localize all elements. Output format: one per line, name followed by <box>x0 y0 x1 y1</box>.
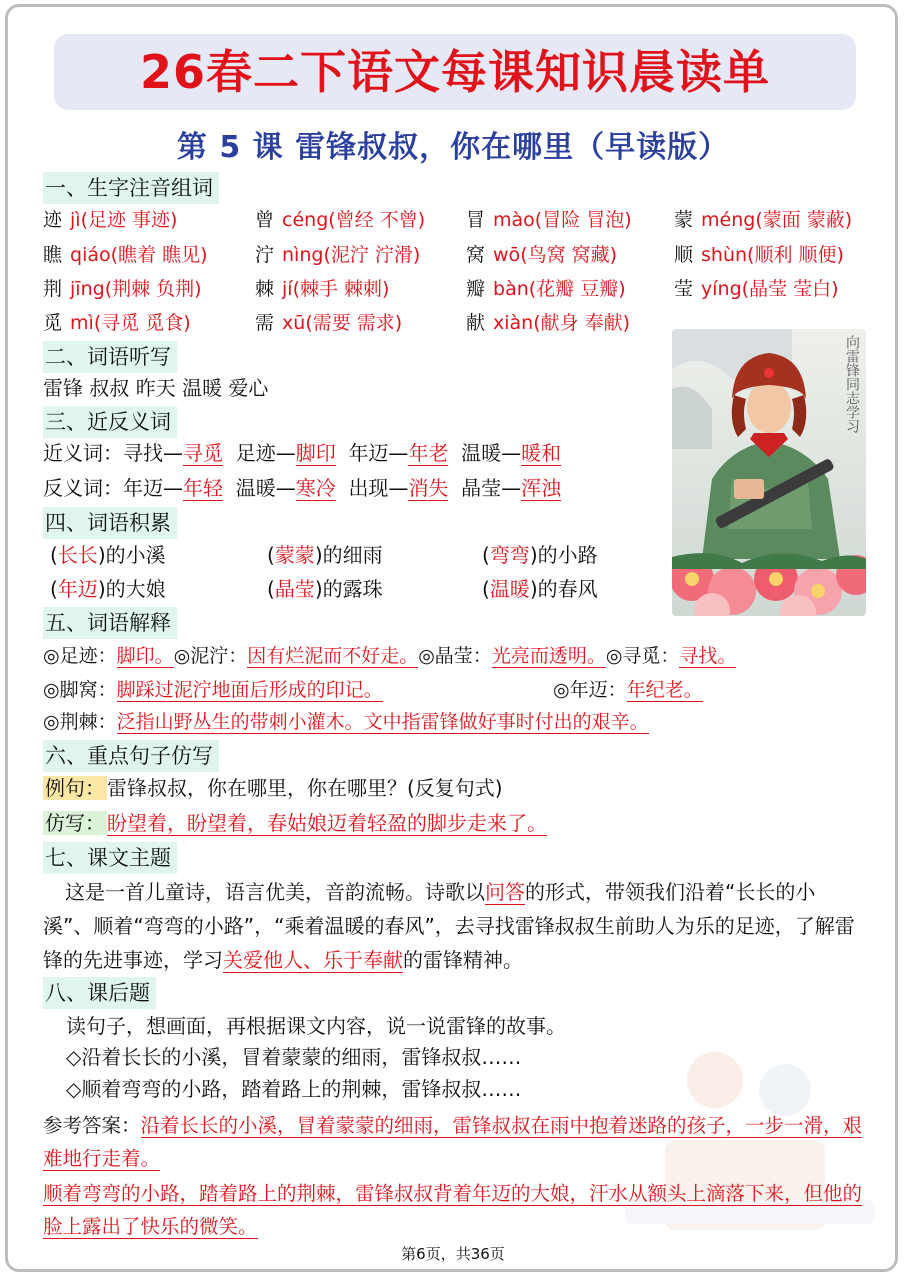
definition-term: ◎泥泞： <box>173 645 248 667</box>
definition-term: ◎荆棘： <box>43 711 117 733</box>
antonym-answer: 消失 <box>408 476 449 500</box>
char-glyph: 荆 <box>43 278 63 300</box>
antonym-row <box>43 473 561 503</box>
definitions-row-2b <box>553 675 703 705</box>
antonym-word: 晶莹— <box>461 476 522 500</box>
dictation-words: 雷锋 叔叔 昨天 温暖 爱心 <box>43 376 269 400</box>
blank-phrase: 的小路 <box>537 543 598 567</box>
char-glyph: 蒙 <box>674 209 694 231</box>
section-heading-8: 八、课后题 <box>43 977 156 1009</box>
char-glyph: 泞 <box>255 244 275 266</box>
after-bullet-2: ◇顺着弯弯的小路，踏着路上的荆棘，雷锋叔叔…… <box>66 1077 522 1101</box>
char-glyph: 窝 <box>466 244 486 266</box>
char-pinyin: jīng <box>70 278 105 300</box>
definition-text: 因有烂泥而不好走。 <box>247 645 419 667</box>
synonym-word: 温暖— <box>461 441 522 465</box>
char-pinyin: qiáo <box>70 244 111 266</box>
answer-paragraph-2 <box>43 1177 865 1243</box>
imitation-text: 盼望着，盼望着，春姑娘迈着轻盈的脚步走来了。 <box>107 811 547 835</box>
definition-text: 光亮而透明。 <box>491 645 606 667</box>
char-pinyin: wō <box>493 244 521 266</box>
antonym-answer: 年轻 <box>183 476 223 500</box>
imitation-sentence <box>43 808 547 838</box>
antonym-label: 反义词： <box>43 476 123 500</box>
char-words: (冒险 冒泡) <box>534 209 632 231</box>
definitions-row-1 <box>43 641 736 671</box>
antonym-word: 年迈— <box>123 476 183 500</box>
section-heading-2: 二、词语听写 <box>43 341 177 373</box>
phrase-blank: (蒙蒙)的细雨 <box>267 543 383 567</box>
section-heading-3: 三、近反义词 <box>43 406 177 438</box>
char-pinyin: méng <box>701 209 756 231</box>
char-glyph: 曾 <box>255 209 275 231</box>
char-entry <box>43 205 177 235</box>
char-entry <box>255 274 389 304</box>
synonym-word: 寻找— <box>123 441 183 465</box>
char-glyph: 棘 <box>255 278 275 300</box>
theme-keyword: 关爱他人、乐于奉献 <box>223 948 403 972</box>
synonym-answer: 暖和 <box>521 441 562 465</box>
answer-text: 顺着弯弯的小路，踏着路上的荆棘，雷锋叔叔背着年迈的大娘，汗水从额头上滴落下来，但他的脸上露出了快乐的微笑。 <box>43 1182 863 1238</box>
theme-text: 的雷锋精神。 <box>403 948 523 972</box>
phrase-blank: (晶莹)的露珠 <box>267 577 383 601</box>
char-words: (蒙面 蒙蔽) <box>755 209 853 231</box>
section-heading-7: 七、课文主题 <box>43 842 177 874</box>
example-sentence <box>43 773 503 803</box>
antonym-answer: 浑浊 <box>521 476 562 500</box>
definition-text: 寻找。 <box>679 645 737 667</box>
char-pinyin: mào <box>493 209 535 231</box>
phrase-blank: (弯弯)的小路 <box>482 543 598 567</box>
blank-answer: 长长 <box>57 543 98 567</box>
lei-feng-poster <box>672 329 866 616</box>
after-bullet-1: ◇沿着长长的小溪，冒着蒙蒙的细雨，雷锋叔叔…… <box>66 1045 522 1069</box>
phrase-blank: (年迈)的大娘 <box>50 577 166 601</box>
char-pinyin: shùn <box>701 244 748 266</box>
synonym-answer: 年老 <box>408 441 449 465</box>
char-glyph: 迹 <box>43 209 63 231</box>
char-words: (瞧着 瞧见) <box>110 244 208 266</box>
char-pinyin: jì <box>70 209 81 231</box>
example-label: 例句： <box>45 776 105 800</box>
char-glyph: 莹 <box>674 278 694 300</box>
section-heading-1: 一、生字注音组词 <box>43 172 219 204</box>
char-entry <box>466 205 632 235</box>
char-glyph: 觅 <box>43 312 63 334</box>
char-pinyin: jí <box>282 278 293 300</box>
definitions-row-3 <box>43 707 649 737</box>
definition-text: 年纪老。 <box>626 679 703 701</box>
char-entry <box>674 240 844 270</box>
char-entry <box>466 240 617 270</box>
char-words: (棘手 棘刺) <box>292 278 390 300</box>
definition-term: ◎年迈： <box>553 679 627 701</box>
char-glyph: 冒 <box>466 209 486 231</box>
char-entry <box>43 274 202 304</box>
antonym-word: 出现— <box>348 476 409 500</box>
char-words: (顺利 顺便) <box>747 244 844 266</box>
blank-phrase: 的小溪 <box>105 543 166 567</box>
char-words: (献身 奉献) <box>533 312 631 334</box>
definition-text: 脚印。 <box>116 645 174 667</box>
char-entry <box>43 240 208 270</box>
blank-phrase: 的细雨 <box>322 543 383 567</box>
char-entry <box>255 308 402 338</box>
answer-paragraph-1 <box>43 1109 865 1175</box>
char-pinyin: céng <box>282 209 329 231</box>
theme-paragraph <box>43 875 865 977</box>
phrase-blank: (长长)的小溪 <box>50 543 166 567</box>
char-entry <box>43 308 191 338</box>
char-entry <box>674 274 839 304</box>
lesson-subtitle: 第 5 课 雷锋叔叔，你在哪里（早读版） <box>176 130 730 165</box>
char-words: (鸟窝 窝藏) <box>520 244 618 266</box>
char-entry <box>466 308 630 338</box>
poster-calligraphy: 向雷锋同志学习 <box>844 335 860 433</box>
synonym-answer: 寻觅 <box>183 441 223 465</box>
imitation-label: 仿写： <box>45 811 105 835</box>
char-entry <box>255 205 425 235</box>
answer-label: 参考答案： <box>43 1114 141 1137</box>
definition-text: 泛指山野丛生的带刺小灌木。文中指雷锋做好事时付出的艰辛。 <box>116 711 649 733</box>
definition-term: ◎寻觅： <box>605 645 680 667</box>
char-pinyin: xū <box>282 312 306 334</box>
char-words: (晶莹 莹白) <box>741 278 839 300</box>
example-text: 雷锋叔叔，你在哪里，你在哪里？(反复句式) <box>107 776 503 800</box>
synonym-word: 年迈— <box>348 441 409 465</box>
section-heading-5: 五、词语解释 <box>43 607 177 639</box>
char-words: (泥泞 泞滑) <box>323 244 421 266</box>
blank-answer: 温暖 <box>489 577 530 601</box>
char-glyph: 瓣 <box>466 278 486 300</box>
char-entry <box>674 205 852 235</box>
blank-answer: 蒙蒙 <box>274 543 315 567</box>
definitions-row-2 <box>43 675 383 705</box>
char-words: (荆棘 负荆) <box>104 278 202 300</box>
char-words: (足迹 事迹) <box>80 209 178 231</box>
blank-answer: 年迈 <box>57 577 98 601</box>
definition-term: ◎足迹： <box>43 645 117 667</box>
synonym-label: 近义词： <box>43 441 123 465</box>
char-words: (花瓣 豆瓣) <box>528 278 626 300</box>
blank-phrase: 的大娘 <box>105 577 166 601</box>
char-pinyin: mì <box>70 312 94 334</box>
blank-phrase: 的春风 <box>537 577 598 601</box>
synonym-word: 足迹— <box>235 441 296 465</box>
antonym-answer: 寒冷 <box>295 476 336 500</box>
theme-keyword: 问答 <box>485 880 525 904</box>
antonym-word: 温暖— <box>235 476 296 500</box>
char-entry <box>255 240 420 270</box>
synonym-answer: 脚印 <box>295 441 336 465</box>
char-words: (需要 需求) <box>305 312 403 334</box>
phrase-blank: (温暖)的春风 <box>482 577 598 601</box>
char-glyph: 献 <box>466 312 486 334</box>
char-pinyin: nìng <box>282 244 324 266</box>
synonym-row <box>43 438 561 468</box>
blank-answer: 晶莹 <box>274 577 315 601</box>
char-words: (寻觅 觅食) <box>93 312 191 334</box>
answer-text: 沿着长长的小溪，冒着蒙蒙的细雨，雷锋叔叔在雨中抱着迷路的孩子，一步一滑，艰难地行走着。 <box>43 1114 863 1170</box>
section-heading-4: 四、词语积累 <box>43 507 177 539</box>
char-glyph: 需 <box>255 312 275 334</box>
blank-phrase: 的露珠 <box>322 577 383 601</box>
definition-term: ◎脚窝： <box>43 679 117 701</box>
char-glyph: 瞧 <box>43 244 63 266</box>
char-pinyin: yíng <box>701 278 742 300</box>
theme-text: 这是一首儿童诗，语言优美，音韵流畅。诗歌以 <box>65 880 485 904</box>
theme-text: 的形式，带领我们沿着“长长的小溪”、顺着“弯弯的小路”，“乘着温暖的春风”，去寻找雷锋叔叔生前助人为乐的足迹，了解雷锋的先进事迹，学习 <box>43 880 855 972</box>
char-entry <box>466 274 626 304</box>
char-pinyin: bàn <box>493 278 529 300</box>
char-words: (曾经 不曾) <box>328 209 426 231</box>
after-question: 读句子，想画面，再根据课文内容，说一说雷锋的故事。 <box>66 1014 566 1038</box>
section-heading-6: 六、重点句子仿写 <box>43 740 219 772</box>
char-pinyin: xiàn <box>493 312 534 334</box>
page-title: 26春二下语文每课知识晨读单 <box>139 45 770 99</box>
blank-answer: 弯弯 <box>489 543 530 567</box>
char-glyph: 顺 <box>674 244 694 266</box>
page-number: 第6页，共36页 <box>401 1245 505 1263</box>
definition-text: 脚踩过泥泞地面后形成的印记。 <box>116 679 383 701</box>
definition-term: ◎晶莹： <box>418 645 492 667</box>
